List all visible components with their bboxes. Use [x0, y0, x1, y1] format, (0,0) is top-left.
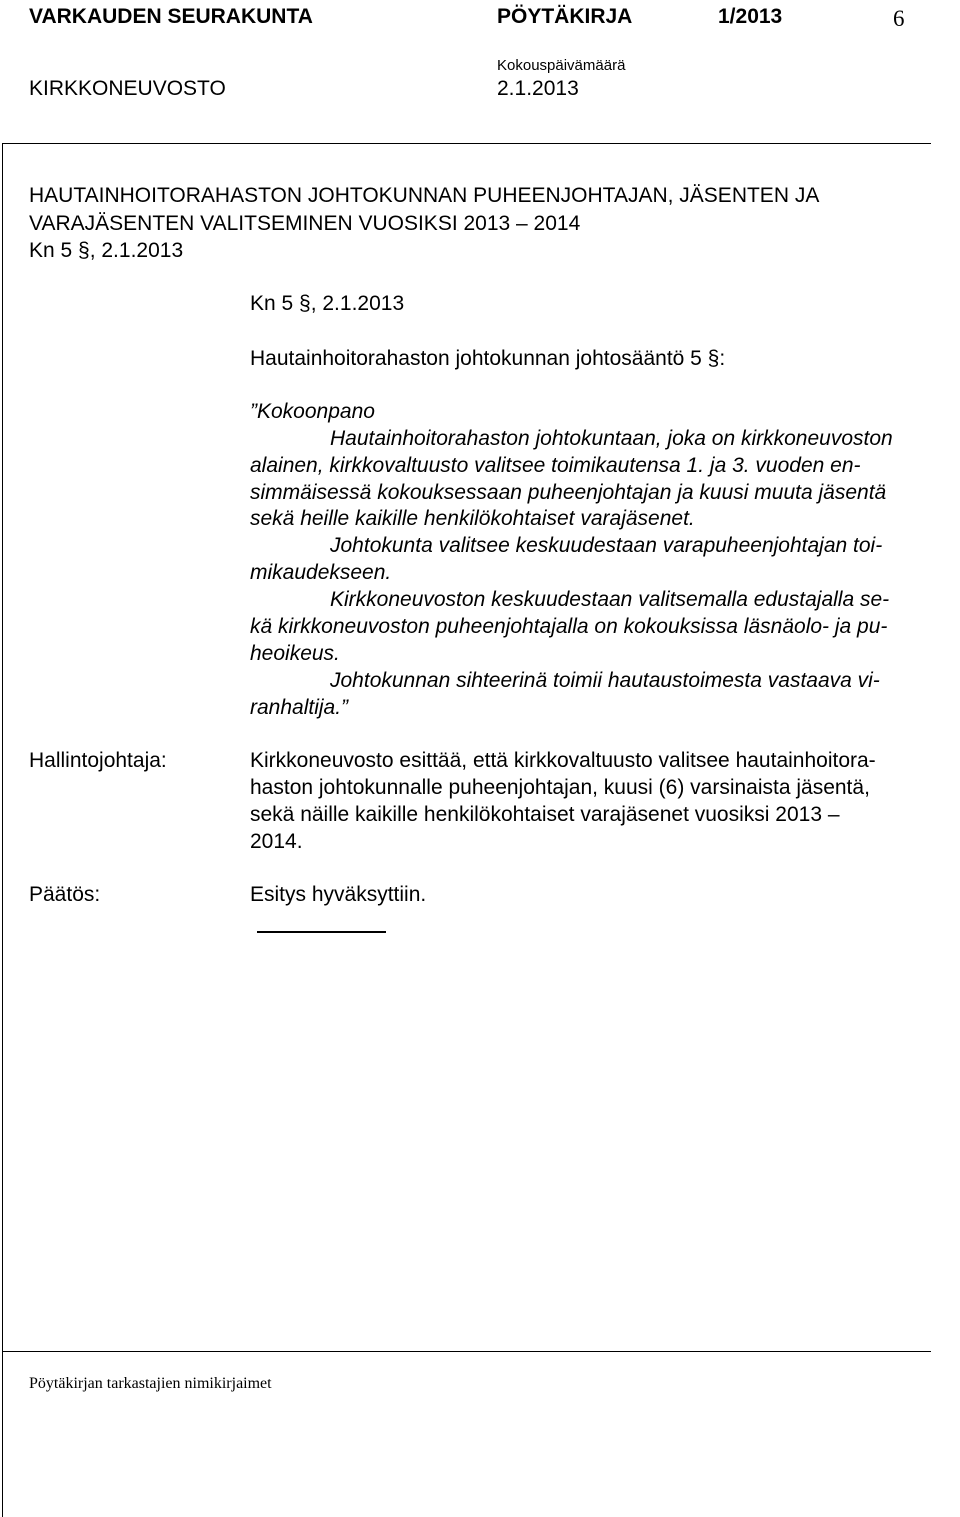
- document-type: PÖYTÄKIRJA: [497, 5, 633, 28]
- quote-line: simmäisessä kokouksessaan puheenjohtajan ja kuusi muuta jäsentä: [250, 481, 887, 504]
- quote-line: Hautainhoitorahaston johtokuntaan, joka on kirkkoneuvoston: [330, 427, 893, 450]
- quote-line: kä kirkkoneuvoston puheenjohtajalla on kokouksissa läsnäolo- ja pu-: [250, 615, 888, 638]
- quote-line: ranhaltija.”: [250, 696, 349, 719]
- body-reference: Kn 5 §, 2.1.2013: [250, 292, 405, 315]
- header-divider: [2, 143, 931, 144]
- proposal-line: haston johtokunnalle puheenjohtajan, kuusi (6) varsinaista jäsentä,: [250, 776, 870, 799]
- quote-line: mikaudekseen.: [250, 561, 392, 584]
- quote-line: Johtokunta valitsee keskuudestaan varapuheenjohtajan toi-: [330, 534, 883, 557]
- proposal-line: sekä näille kaikille henkilökohtaiset varajäsenet vuosiksi 2013 –: [250, 803, 840, 826]
- rule-intro: Hautainhoitorahaston johtokunnan johtosääntö 5 §:: [250, 347, 726, 370]
- section-end-rule: [257, 931, 386, 933]
- document-number: 1/2013: [718, 5, 783, 28]
- meeting-date-label: Kokouspäivämäärä: [497, 57, 626, 74]
- proposal-line: 2014.: [250, 830, 303, 853]
- quote-line: Johtokunnan sihteerinä toimii hautaustoimesta vastaava vi-: [330, 669, 880, 692]
- decision-label: Päätös:: [29, 883, 101, 906]
- decision-text: Esitys hyväksyttiin.: [250, 883, 427, 906]
- quote-line: ”Kokoonpano: [250, 400, 375, 423]
- section-title-reference: Kn 5 §, 2.1.2013: [29, 239, 184, 262]
- quote-line: sekä heille kaikille henkilökohtaiset varajäsenet.: [250, 507, 695, 530]
- organization-name: VARKAUDEN SEURAKUNTA: [29, 5, 313, 28]
- proposal-label: Hallintojohtaja:: [29, 749, 167, 772]
- left-margin-line: [2, 143, 3, 1517]
- quote-line: heoikeus.: [250, 642, 340, 665]
- meeting-date: 2.1.2013: [497, 77, 579, 100]
- footer-divider: [2, 1351, 931, 1352]
- body-name: KIRKKONEUVOSTO: [29, 77, 226, 100]
- page-number: 6: [893, 6, 905, 31]
- quote-line: alainen, kirkkovaltuusto valitsee toimikautensa 1. ja 3. vuoden en-: [250, 454, 861, 477]
- signatures-label: Pöytäkirjan tarkastajien nimikirjaimet: [29, 1375, 272, 1392]
- section-title-line2: VARAJÄSENTEN VALITSEMINEN VUOSIKSI 2013 – 2014: [29, 212, 581, 235]
- quote-line: Kirkkoneuvoston keskuudestaan valitsemalla edustajalla se-: [330, 588, 890, 611]
- proposal-line: Kirkkoneuvosto esittää, että kirkkovaltuusto valitsee hautainhoitora-: [250, 749, 876, 772]
- section-title-line1: HAUTAINHOITORAHASTON JOHTOKUNNAN PUHEENJOHTAJAN, JÄSENTEN JA: [29, 184, 820, 207]
